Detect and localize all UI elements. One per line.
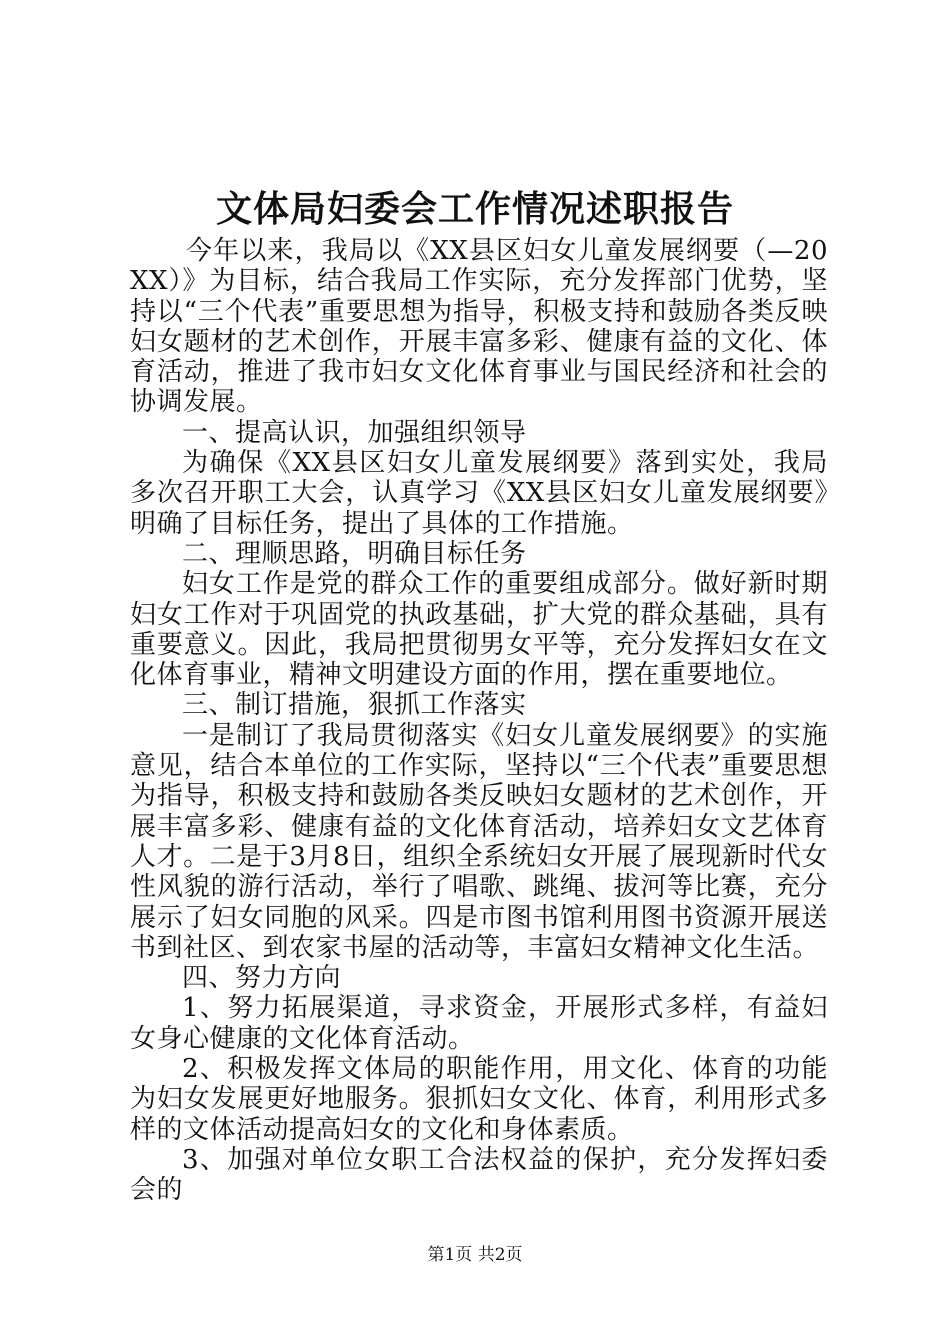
document-title: 文体局妇委会工作情况述职报告 — [215, 188, 734, 230]
section-heading-3: 三、制订措施，狠抓工作落实 — [182, 690, 527, 721]
section-heading-1: 一、提高认识，加强组织领导 — [182, 417, 527, 448]
section-heading-2: 二、理顺思路，明确目标任务 — [182, 538, 527, 569]
section-3-paragraph: 一是制订了我局贯彻落实《妇女儿童发展纲要》的实施意见，结合本单位的工作实际，坚持以“三个代表”重要思想为指导，积极支持和鼓励各类反映妇女题材的艺术创作，开展丰富多彩、健康有益的文化体育活动，培养妇女文艺体育人才。二是于3月8日，组织全系统妇女开展了展现新时代女性风貌的游行活动，举行了唱歌、跳绳、拔河等比赛，充分展示了妇女同胞的风采。四是市图书馆利用图书资源开展送书到社区、到农家书屋的活动等，丰富妇女精神文化生活。 — [130, 720, 828, 963]
document-body — [130, 236, 828, 1206]
page-number-footer: 第1页 共2页 — [427, 1245, 523, 1265]
intro-paragraph: 今年以来，我局以《XX县区妇女儿童发展纲要（—20XX）》为目标，结合我局工作实际，充分发挥部门优势，坚持以“三个代表”重要思想为指导，积极支持和鼓励各类反映妇女题材的艺术创作，开展丰富多彩、健康有益的文化、体育活动，推进了我市妇女文化体育事业与国民经济和社会的协调发展。 — [130, 236, 828, 418]
direction-item-3: 3、加强对单位女职工合法权益的保护，充分发挥妇委会的 — [130, 1144, 828, 1206]
section-2-paragraph: 妇女工作是党的群众工作的重要组成部分。做好新时期妇女工作对于巩固党的执政基础，扩大党的群众基础，具有重要意义。因此，我局把贯彻男女平等，充分发挥妇女在文化体育事业，精神文明建设方面的作用，摆在重要地位。 — [130, 569, 828, 691]
direction-item-1: 1、努力拓展渠道，寻求资金，开展形式多样，有益妇女身心健康的文化体育活动。 — [130, 993, 828, 1054]
section-heading-4: 四、努力方向 — [182, 963, 342, 994]
direction-item-2: 2、积极发挥文体局的职能作用，用文化、体育的功能为妇女发展更好地服务。狠抓妇女文化、体育，利用形式多样的文体活动提高妇女的文化和身体素质。 — [130, 1054, 828, 1145]
section-1-paragraph: 为确保《XX县区妇女儿童发展纲要》落到实处，我局多次召开职工大会，认真学习《XX县区妇女儿童发展纲要》明确了目标任务，提出了具体的工作措施。 — [130, 448, 828, 539]
